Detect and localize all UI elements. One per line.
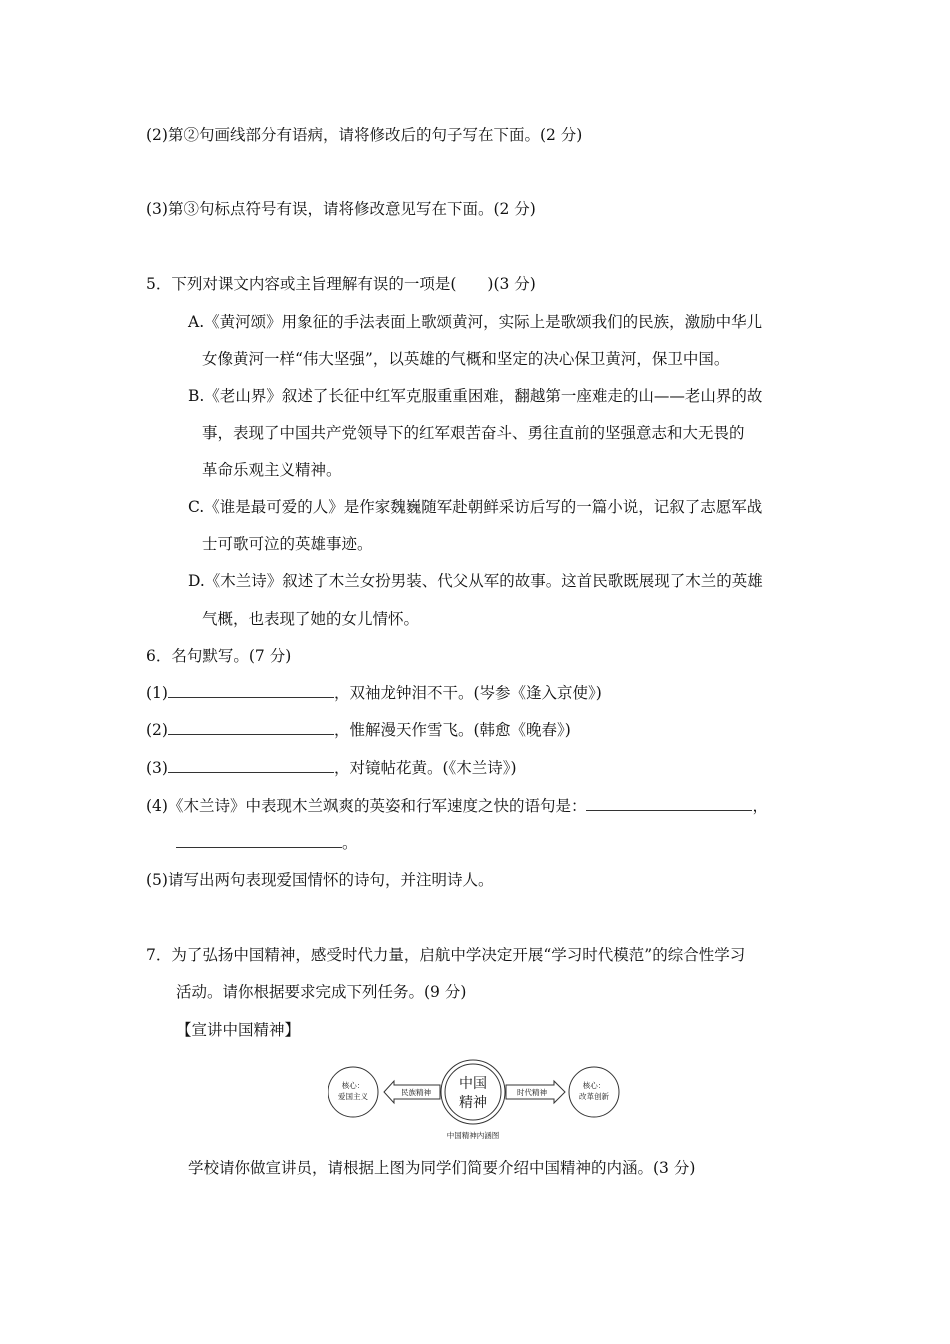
answer-blank[interactable] (168, 719, 334, 735)
q7-task: 学校请你做宣讲员，请根据上图为同学们简要介绍中国精神的内涵。(3 分) (188, 1159, 696, 1177)
q6-item-2-text: ，惟解漫天作雪飞。(韩愈《晚春》) (333, 721, 571, 739)
q6-item-5: (5)请写出两句表现爱国情怀的诗句，并注明诗人。 (146, 871, 494, 889)
center-title-line2: 精神 (459, 1095, 487, 1111)
right-arrow-label: 时代精神 (517, 1088, 547, 1097)
q7-section-title: 【宣讲中国精神】 (176, 1021, 301, 1039)
answer-blank[interactable] (176, 832, 342, 848)
china-spirit-diagram (328, 1058, 624, 1142)
q6-item-1-text: ，双袖龙钟泪不干。(岑参《逢入京使》) (333, 684, 602, 702)
q6-item-1 (146, 682, 602, 704)
q5-option-b-line3: 革命乐观主义精神。 (202, 461, 342, 479)
q6-stem: 6．名句默写。(7 分) (146, 647, 292, 665)
q7-stem-line1: 7．为了弘扬中国精神，感受时代力量，启航中学决定开展“学习时代模范”的综合性学习 (146, 946, 746, 964)
q4-sub2: (2)第②句画线部分有语病，请将修改后的句子写在下面。(2 分) (146, 126, 583, 144)
left-arrow-label: 民族精神 (401, 1088, 431, 1097)
answer-blank[interactable] (168, 682, 334, 698)
q4-sub3: (3)第③句标点符号有误，请将修改意见写在下面。(2 分) (146, 200, 536, 218)
diagram-caption: 中国精神内涵图 (446, 1131, 500, 1140)
q5-option-c-line2: 士可歌可泣的英雄事迹。 (202, 535, 373, 553)
q6-item-4-comma: ， (752, 797, 768, 815)
left-core-value: 爱国主义 (338, 1092, 368, 1101)
q6-item-3-number: (3) (146, 759, 168, 777)
q6-item-1-number: (1) (146, 684, 168, 702)
q6-item-3-text: ，对镜帖花黄。(《木兰诗》) (333, 759, 517, 777)
q5-stem: 5．下列对课文内容或主旨理解有误的一项是( )(3 分) (146, 275, 536, 293)
q5-option-b-line1: B.《老山界》叙述了长征中红军克服重重困难，翻越第一座难走的山——老山界的故 (188, 387, 763, 405)
q6-item-3 (146, 757, 517, 779)
diagram-graphic (328, 1058, 624, 1142)
q7-stem-line2: 活动。请你根据要求完成下列任务。(9 分) (176, 983, 467, 1001)
q6-item-2-number: (2) (146, 721, 168, 739)
answer-blank[interactable] (586, 795, 752, 811)
q6-item-4-continued (176, 832, 358, 854)
q5-option-b-line2: 事，表现了中国共产党领导下的红军艰苦奋斗、勇往直前的坚强意志和大无畏的 (202, 424, 745, 442)
center-inner-circle (445, 1064, 501, 1120)
q5-option-c-line1: C.《谁是最可爱的人》是作家魏巍随军赴朝鲜采访后写的一篇小说，记叙了志愿军战 (188, 498, 763, 516)
q6-item-4-text: (4)《木兰诗》中表现木兰飒爽的英姿和行军速度之快的语句是： (146, 797, 587, 815)
q6-item-2 (146, 719, 571, 741)
q5-option-d-line2: 气概，也表现了她的女儿情怀。 (202, 610, 420, 628)
q5-option-a-line1: A.《黄河颂》用象征的手法表面上歌颂黄河，实际上是歌颂我们的民族，激励中华儿 (188, 313, 763, 331)
center-title-line1: 中国 (459, 1076, 487, 1092)
q6-item-4 (146, 795, 768, 817)
right-core-value: 改革创新 (579, 1092, 609, 1101)
answer-blank[interactable] (168, 757, 334, 773)
q6-item-4-period: 。 (342, 834, 358, 852)
right-core-label: 核心： (582, 1081, 606, 1090)
q5-option-a-line2: 女像黄河一样“伟大坚强”，以英雄的气概和坚定的决心保卫黄河，保卫中国。 (202, 350, 730, 368)
left-core-label: 核心： (341, 1081, 365, 1090)
q5-option-d-line1: D.《木兰诗》叙述了木兰女扮男装、代父从军的故事。这首民歌既展现了木兰的英雄 (188, 572, 763, 590)
